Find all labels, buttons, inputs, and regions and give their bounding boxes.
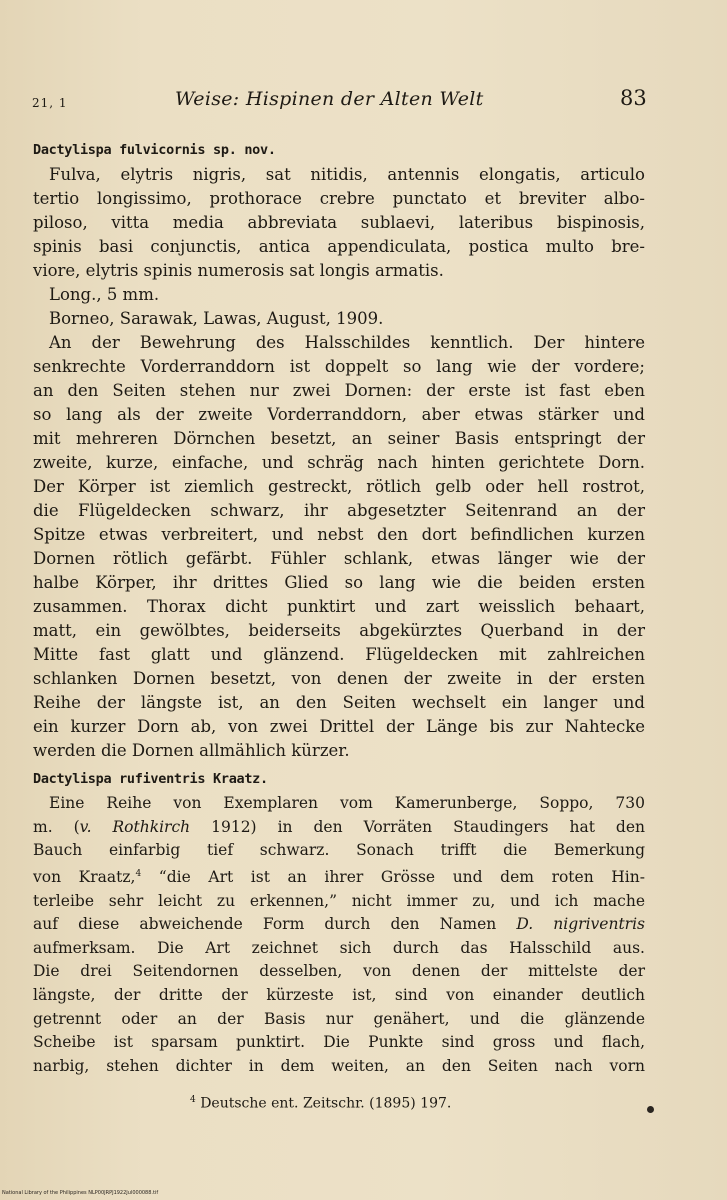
text-line: Reihe der längste ist, an den Seiten wechselt ein langer und (33, 693, 645, 712)
text-line (33, 863, 645, 890)
text-line: ein kurzer Dorn ab, von zwei Drittel der Länge bis zur Nahtecke (33, 717, 645, 736)
text-fragment: von Kraatz, (33, 867, 136, 886)
text-line: zusammen. Thorax dicht punktirt und zart weisslich behaart, (33, 597, 645, 616)
text-line: Mitte fast glatt und glänzend. Flügeldecken mit zahlreichen (33, 645, 645, 664)
running-title: Weise: Hispinen der Alten Welt (175, 88, 484, 110)
volume-number: 21, 1 (32, 96, 68, 110)
collector-name: v. Rothkirch (79, 817, 191, 836)
species-heading-fulvicornis: Dactylispa fulvicornis sp. nov. (33, 142, 276, 158)
text-line: so lang als der zweite Vorderranddorn, aber etwas stärker und (33, 405, 645, 424)
text-line: An der Bewehrung des Halsschildes kenntlich. Der hintere (49, 333, 645, 352)
text-line: Eine Reihe von Exemplaren vom Kamerunberge, Soppo, 730 (49, 794, 645, 812)
page-body (33, 138, 645, 1078)
page-number: 83 (620, 86, 647, 110)
text-line: aufmerksam. Die Art zeichnet sich durch das Halsschild aus. (33, 938, 645, 957)
text-line: die Flügeldecken schwarz, ihr abgesetzter Seitenrand an der (33, 501, 645, 520)
locality-line: Borneo, Sarawak, Lawas, August, 1909. (49, 309, 384, 328)
footnote-text: Deutsche ent. Zeitschr. (1895) 197. (200, 1095, 452, 1112)
text-line: senkrechte Vorderranddorn ist doppelt so lang wie der vordere; (33, 357, 645, 376)
text-line (33, 913, 645, 937)
text-line: an den Seiten stehen nur zwei Dornen: der erste ist fast eben (33, 381, 645, 400)
text-line: Fulva, elytris nigris, sat nitidis, antennis elongatis, articulo (49, 165, 645, 184)
text-line: piloso, vitta media abbreviata sublaevi, lateribus bispinosis, (33, 213, 645, 232)
text-line: terleibe sehr leicht zu erkennen,” nicht immer zu, und ich mache (33, 891, 645, 910)
length-line: Long., 5 mm. (49, 285, 160, 304)
ink-dot (647, 1106, 654, 1113)
text-line: Der Körper ist ziemlich gestreckt, rötlich gelb oder hell rostrot, (33, 477, 645, 496)
text-fragment: “die Art ist an ihrer Grösse und dem roten Hin- (141, 867, 645, 886)
text-line: schlanken Dornen besetzt, von denen der zweite in der ersten (33, 669, 645, 688)
scan-footer: National Library of the Philippines NLP00JRPJ1922Jul000088.tif (2, 1190, 159, 1196)
text-line: getrennt oder an der Basis nur genähert, und die glänzende (33, 1009, 645, 1028)
text-fragment: auf diese abweichende Form durch den Namen (33, 915, 517, 934)
text-line: längste, der dritte der kürzeste ist, sind von einander deutlich (33, 985, 645, 1004)
latin-diagnosis (33, 163, 645, 331)
text-line: Scheibe ist sparsam punktirt. Die Punkte sind gross und flach, (33, 1033, 645, 1052)
species-name-italic: D. nigriventris (516, 915, 646, 934)
text-line: matt, ein gewölbtes, beiderseits abgekürztes Querband in der (33, 621, 645, 640)
text-line: halbe Körper, ihr drittes Glied so lang wie die beiden ersten (33, 573, 645, 592)
footnote-marker: 4 (190, 1095, 196, 1105)
text-line: werden die Dornen allmählich kürzer. (33, 741, 350, 760)
text-line: zweite, kurze, einfache, und schräg nach hinten gerichtete Dorn. (33, 453, 645, 472)
text-line (33, 816, 645, 840)
text-line: Die drei Seitendornen desselben, von denen der mittelste der (33, 962, 645, 981)
text-fragment: 1912) in den Vorräten Staudingers hat den (190, 817, 645, 836)
running-header (0, 88, 727, 118)
text-line: Dornen rötlich gefärbt. Fühler schlank, etwas länger wie der (33, 549, 645, 568)
rufiventris-description (33, 792, 645, 1078)
text-line: spinis basi conjunctis, antica appendiculata, postica multo bre- (33, 237, 645, 256)
text-line: viore, elytris spinis numerosis sat longis armatis. (33, 261, 444, 280)
german-description (33, 331, 645, 763)
text-line: Spitze etwas verbreitert, und nebst den dort befindlichen kurzen (33, 525, 645, 544)
text-fragment: m. ( (33, 817, 80, 836)
text-line: mit mehreren Dörnchen besetzt, an seiner Basis entspringt der (33, 429, 645, 448)
text-line: tertio longissimo, prothorace crebre punctato et breviter albo- (33, 189, 645, 208)
text-line: Bauch einfarbig tief schwarz. Sonach trifft die Bemerkung (33, 841, 645, 860)
species-heading-rufiventris: Dactylispa rufiventris Kraatz. (33, 771, 268, 787)
footnote (190, 1095, 451, 1112)
text-line: narbig, stehen dichter in dem weiten, an den Seiten nach vorn (33, 1056, 645, 1075)
footnote-reference: 4 (135, 868, 142, 879)
